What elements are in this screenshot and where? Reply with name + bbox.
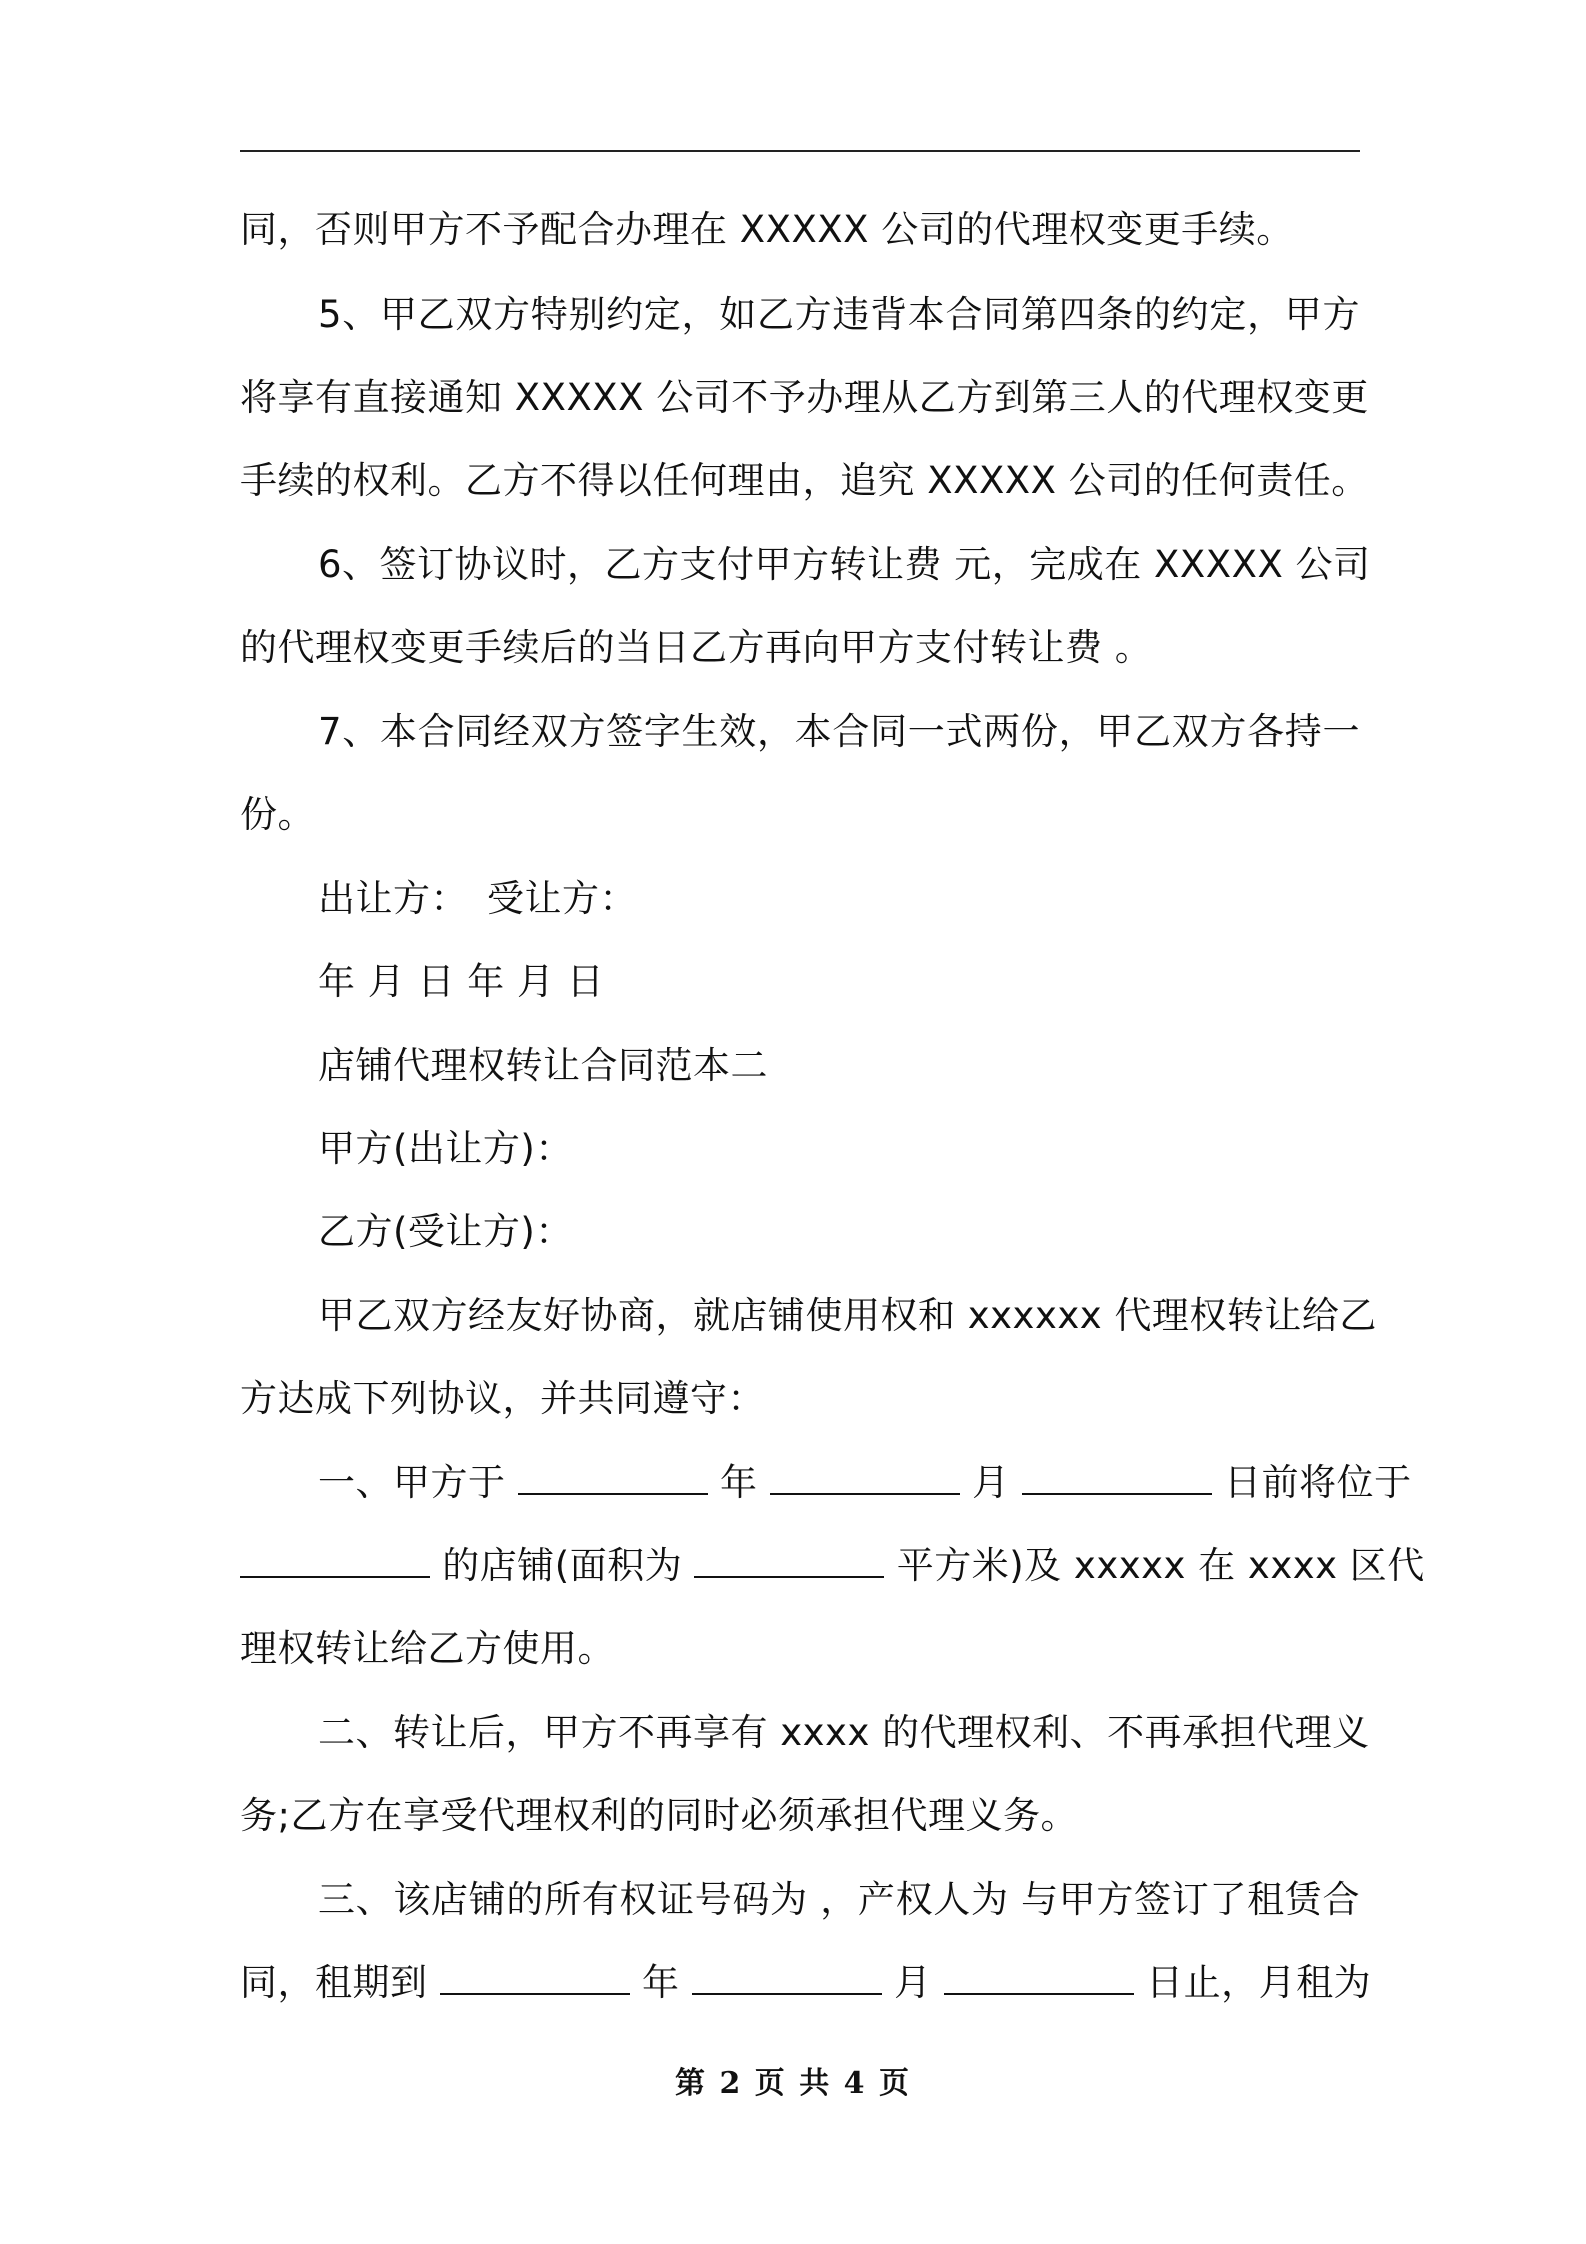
preamble-line-2: 方达成下列协议，并共同遵守：	[240, 1377, 765, 1420]
article-2-line-2: 务;乙方在享受代理权利的同时必须承担代理义务。	[240, 1794, 1078, 1837]
article-1-line-1	[318, 1458, 1412, 1508]
article-1-text-c: 月	[972, 1461, 1010, 1504]
clause-5-line-3: 手续的权利。乙方不得以任何理由，追究 XXXXX 公司的任何责任。	[240, 459, 1369, 502]
clause-5-line-2: 将享有直接通知 XXXXX 公司不予办理从乙方到第三人的代理权变更	[240, 376, 1369, 419]
party-a-label: 甲方(出让方)：	[318, 1127, 573, 1170]
article-3-text-c: 月	[894, 1961, 932, 2004]
article-1-text-b: 年	[720, 1461, 758, 1504]
blank-location-field	[240, 1542, 430, 1578]
article-2-line-1: 二、转让后，甲方不再享有 xxxx 的代理权利、不再承担代理义	[318, 1711, 1370, 1754]
article-1-line-3: 理权转让给乙方使用。	[240, 1627, 615, 1670]
preamble-line-1: 甲乙双方经友好协商，就店铺使用权和 xxxxxx 代理权转让给乙	[318, 1294, 1377, 1337]
clause-5-line-1: 5、甲乙双方特别约定，如乙方违背本合同第四条的约定，甲方	[318, 293, 1360, 336]
blank-lease-month-field	[692, 1959, 882, 1995]
blank-lease-day-field	[944, 1959, 1134, 1995]
article-3-text-a: 同，租期到	[240, 1961, 428, 2004]
header-rule	[240, 150, 1360, 152]
article-1-line-2	[240, 1541, 1425, 1591]
article-3-text-d: 日止，月租为	[1146, 1961, 1372, 2004]
article-3-line-2	[240, 1958, 1372, 2008]
blank-area-field	[694, 1542, 884, 1578]
blank-day-field	[1022, 1459, 1212, 1495]
clause-7-line-2: 份。	[240, 793, 315, 836]
clause-6-line-2: 的代理权变更手续后的当日乙方再向甲方支付转让费 。	[240, 626, 1153, 669]
article-1-text-e: 的店铺(面积为	[442, 1544, 683, 1587]
clause-6-line-1: 6、签订协议时，乙方支付甲方转让费 元，完成在 XXXXX 公司	[318, 543, 1371, 586]
paragraph-line-1: 同，否则甲方不予配合办理在 XXXXX 公司的代理权变更手续。	[240, 208, 1294, 251]
article-1-text-f: 平方米)及 xxxxx 在 xxxx 区代	[896, 1544, 1425, 1587]
page-number-footer: 第 2 页 共 4 页	[675, 2066, 911, 2101]
signature-parties: 出让方： 受让方：	[318, 877, 637, 920]
blank-month-field	[770, 1459, 960, 1495]
party-b-label: 乙方(受让方)：	[318, 1210, 573, 1253]
article-3-line-1: 三、该店铺的所有权证号码为 ，产权人为 与甲方签订了租赁合	[318, 1878, 1360, 1921]
blank-year-field	[518, 1459, 708, 1495]
article-1-text-d: 日前将位于	[1224, 1461, 1412, 1504]
section-title-template-2: 店铺代理权转让合同范本二	[318, 1044, 768, 1087]
article-3-text-b: 年	[642, 1961, 680, 2004]
blank-lease-year-field	[440, 1959, 630, 1995]
signature-dates: 年 月 日 年 月 日	[318, 960, 605, 1003]
article-1-text-a: 一、甲方于	[318, 1461, 506, 1504]
clause-7-line-1: 7、本合同经双方签字生效，本合同一式两份，甲乙双方各持一	[318, 710, 1360, 753]
